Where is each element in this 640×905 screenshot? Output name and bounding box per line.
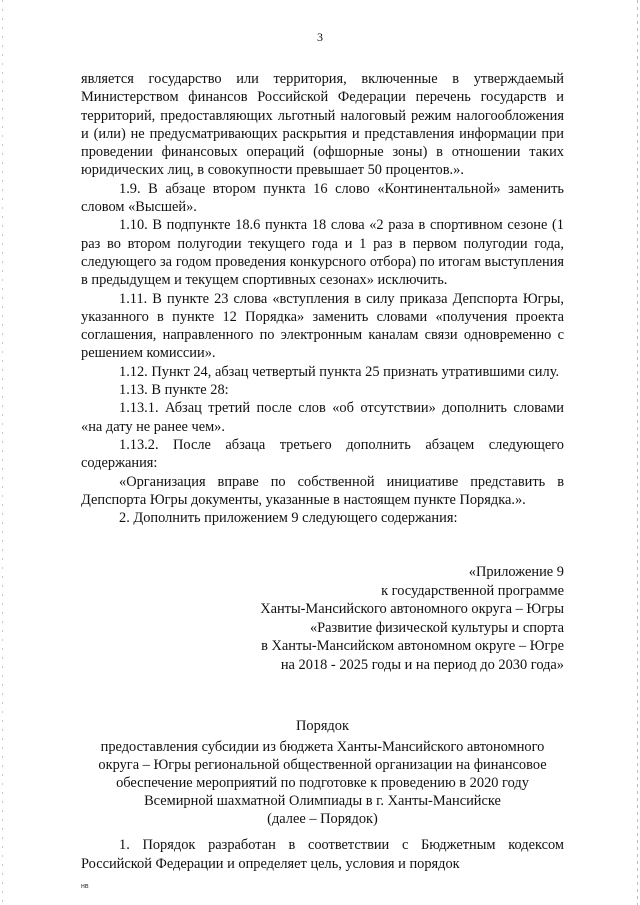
order-heading: Порядок — [296, 718, 349, 734]
order-title-line: предоставления субсидии из бюджета Ханты-Мансийского автономного — [100, 739, 545, 755]
footer-mark: нв — [81, 883, 89, 890]
order-title-line: округа – Югры региональной общественной организации на финансовое — [98, 757, 547, 773]
paragraph: 1.9. В абзаце втором пункта 16 слово «Континентальной» заменить словом «Высшей». — [81, 180, 564, 216]
appendix-line: на 2018 - 2025 годы и на период до 2030 года» — [280, 656, 564, 673]
paragraph: 1.12. Пункт 24, абзац четвертый пункта 25 признать утратившими силу. — [119, 363, 560, 380]
order-title-line: (далее – Порядок) — [267, 811, 378, 827]
paragraph: является государство или территория, включенные в утверждаемый Министерством финансов Российской Федерации перечень государств и территорий, предоставляющих льготный налоговый режим налогообложения и (или) не предусматривающих раскрытия и представления информации при проведении финансовых операций (офшорные зоны) в отношении таких юридических лиц, в совокупности превышает 50 процентов.». — [81, 71, 564, 179]
paragraph: «Организация вправе по собственной инициативе представить в Депспорта Югры документы, указанные в настоящем пункте Порядка.». — [81, 473, 564, 508]
appendix-line: в Ханты-Мансийском автономном округе – Югре — [261, 638, 564, 654]
order-title-line: обеспечение мероприятий по подготовке к проведению в 2020 году — [116, 775, 529, 791]
appendix-line: Ханты-Мансийского автономного округа – Югры — [260, 601, 564, 617]
paragraph: 1. Порядок разработан в соответствии с Бюджетным кодексом Российской Федерации и определяет цель, условия и порядок — [81, 837, 564, 872]
appendix-header — [204, 563, 564, 674]
paragraph: 1.13.1. Абзац третий после слов «об отсутствии» дополнить словами «на дату не ранее чем». — [81, 400, 564, 435]
body-text — [81, 70, 564, 527]
appendix-line: к государственной программе — [381, 582, 564, 599]
page-number: 3 — [317, 30, 323, 44]
order-title-line: Всемирной шахматной Олимпиады в г. Ханты-Мансийске — [144, 793, 501, 809]
scan-edge-left — [2, 0, 3, 905]
final-paragraph-block — [81, 836, 564, 874]
scan-edge-right — [637, 0, 638, 905]
order-title — [81, 717, 564, 828]
paragraph: 1.10. В подпункте 18.6 пункта 18 слова «2 раза в спортивном сезоне (1 раз во втором полугодии текущего года и 1 раз в первом полугодии года, следующего за годом проведения конкурсного отбора) по итогам выступления в предыдущем и текущем спортивных сезонах» исключить. — [81, 217, 564, 289]
appendix-line: «Приложение 9 — [468, 564, 564, 580]
paragraph: 1.13. В пункте 28: — [119, 382, 229, 399]
appendix-line: «Развитие физической культуры и спорта — [309, 619, 564, 636]
paragraph: 1.11. В пункте 23 слова «вступления в силу приказа Депспорта Югры, указанного в пункте 12 Порядка» заменить словами «получения проекта соглашения, направленного по электронным каналам связи одновременно с решением комиссии». — [81, 290, 564, 362]
paragraph: 1.13.2. После абзаца третьего дополнить абзацем следующего содержания: — [81, 436, 564, 472]
paragraph: 2. Дополнить приложением 9 следующего содержания: — [119, 510, 458, 527]
